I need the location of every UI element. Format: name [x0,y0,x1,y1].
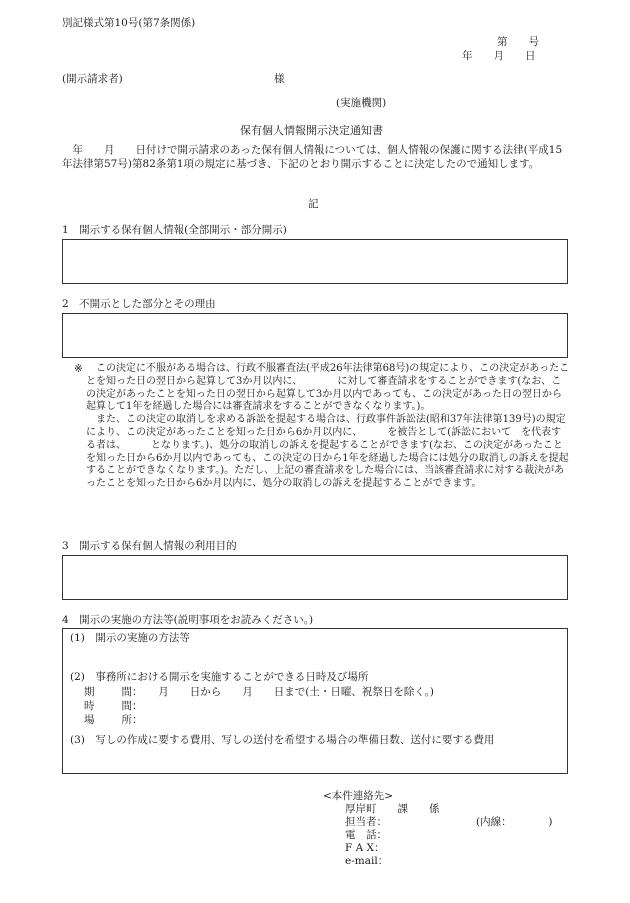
notice-text [86,363,570,491]
place-value: ： [132,714,143,726]
issue-date: 年 月 日 [462,50,536,62]
notice-paragraph-2: また、この決定の取消しを求める訴訟を提起する場合は、行政事件訴訟法(昭和37年法律第139号)の規定により、この決定があったことを知った日から6か月以内に、 を被告として(訴訟において を代表する者は、 となります。)、処分の取消しの訴えを提起することができます(なお、この決定があったことを知った日から6か月以内であっても、この決定の日から1年を経過した場合には処分の取消しの訴えを提起することができなくなります。)。ただし、上記の審査請求をした場合には、当該審査請求に対する裁決があったことを知った日から6か月以内に、処分の取消しの訴えを提起することができます。 [86,414,569,490]
contact-email: e-mail： [345,855,389,867]
method-item-3: (3) 写しの作成に要する費用、写しの送付を希望する場合の準備日数、送付に要する費用 [70,734,495,746]
time-label: 時 間 [84,700,132,712]
method-item-1: (1) 開示の実施の方法等 [70,632,190,644]
ki-marker: 記 [308,198,319,210]
document-number: 第 号 [497,36,539,48]
section-2-heading: 2 不開示とした部分とその理由 [62,298,216,310]
addressee-sama: 様 [274,73,285,85]
notice-mark: ※ [74,363,83,375]
contact-person: 担当者： [345,816,387,828]
contact-department: 厚岸町 課 係 [345,803,440,815]
period-label: 期 間 [84,686,132,698]
section-1-box [62,239,568,284]
contact-extension: (内線： ) [476,816,553,828]
method-item-2: (2) 事務所における開示を実施することができる日時及び場所 [70,671,369,683]
notice-paragraph-1: この決定に不服がある場合は、行政不服審査法(平成26年法律第68号)の規定により、この決定があったことを知った日の翌日から起算して3か月以内に、 に対して審査請求をすることができます(なお、この決定があったことを知った日の翌日から起算して3か月以内であっても、この決定があった日の翌日から起算して1年を経過した場合には審査請求をすることができなくなります。)。 [86,363,570,413]
contact-heading: <本件連絡先> [323,790,394,802]
contact-fax: F A X： [345,842,385,854]
place-row [84,714,143,728]
time-value: ： [132,700,143,712]
contact-phone: 電 話： [345,829,387,841]
form-label: 別記様式第10号(第7条関係) [62,17,196,29]
period-value: ： 月 日から 月 日まで(土・日曜、祝祭日を除く。) [132,686,434,698]
period-row [84,686,434,700]
document-title: 保有個人情報開示決定通知書 [240,124,383,137]
place-label: 場 所 [84,714,132,726]
intro-paragraph: 年 月 日付けで開示請求のあった保有個人情報については、個人情報の保護に関する法律(平成15年法律第57号)第82条第1項の規定に基づき、下記のとおり開示することに決定したので通知します。 [62,144,563,170]
section-1-heading: 1 開示する保有個人情報(全部開示・部分開示) [62,224,287,236]
section-3-heading: 3 開示する保有個人情報の利用目的 [62,540,237,552]
issuing-agency: (実施機関) [336,97,387,109]
time-row [84,700,143,714]
section-2-box [62,313,568,358]
section-4-heading: 4 開示の実施の方法等(説明事項をお読みください。) [62,614,314,626]
addressee-label: (開示請求者) [62,73,123,85]
section-3-box [62,555,568,600]
